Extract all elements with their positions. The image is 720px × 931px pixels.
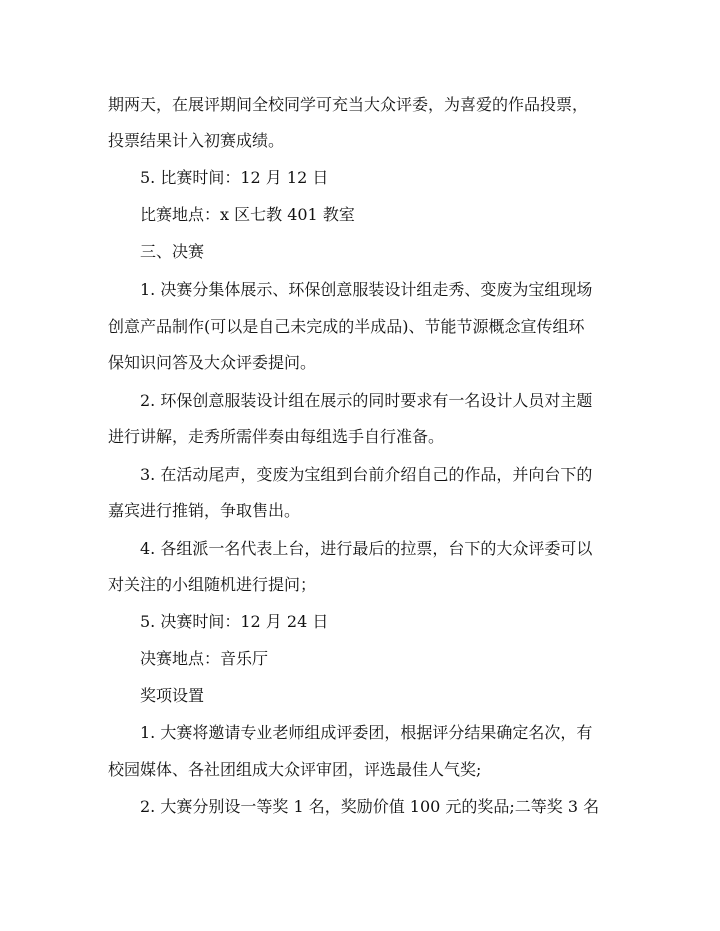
- body-text-line: 2. 环保创意服装设计组在展示的同时要求有一名设计人员对主题: [140, 391, 593, 410]
- body-text-line: 1. 决赛分集体展示、环保创意服装设计组走秀、变废为宝组现场: [140, 280, 593, 299]
- finals-time-line: 5. 决赛时间：12 月 24 日: [140, 612, 329, 631]
- body-text-line: 1. 大赛将邀请专业老师组成评委团，根据评分结果确定名次，有: [140, 723, 593, 742]
- body-text-line: 对关注的小组随机进行提问；: [108, 575, 317, 594]
- body-text-line: 4. 各组派一名代表上台，进行最后的拉票，台下的大众评委可以: [140, 539, 593, 558]
- body-text-line: 3. 在活动尾声，变废为宝组到台前介绍自己的作品，并向台下的: [140, 465, 593, 484]
- body-text-line: 2. 大赛分别设一等奖 1 名，奖励价值 100 元的奖品;二等奖 3 名: [140, 797, 600, 816]
- body-text-line: 进行讲解，走秀所需伴奏由每组选手自行准备。: [108, 427, 445, 446]
- body-text-line: 嘉宾进行推销，争取售出。: [108, 501, 301, 520]
- body-text-line: 创意产品制作(可以是自己未完成的半成品)、节能节源概念宣传组环: [108, 317, 585, 336]
- match-location-line: 比赛地点：x 区七教 401 教室: [140, 205, 355, 224]
- body-text-line: 投票结果计入初赛成绩。: [108, 131, 285, 150]
- section-heading-finals: 三、决赛: [140, 242, 205, 261]
- body-text-line: 期两天，在展评期间全校同学可充当大众评委，为喜爱的作品投票，: [108, 95, 589, 114]
- body-text-line: 校园媒体、各社团组成大众评审团，评选最佳人气奖;: [108, 760, 482, 779]
- match-time-line: 5. 比赛时间：12 月 12 日: [140, 168, 329, 187]
- finals-location-line: 决赛地点：音乐厅: [140, 649, 269, 668]
- body-text-line: 保知识问答及大众评委提问。: [108, 353, 317, 372]
- section-heading-awards: 奖项设置: [140, 686, 205, 705]
